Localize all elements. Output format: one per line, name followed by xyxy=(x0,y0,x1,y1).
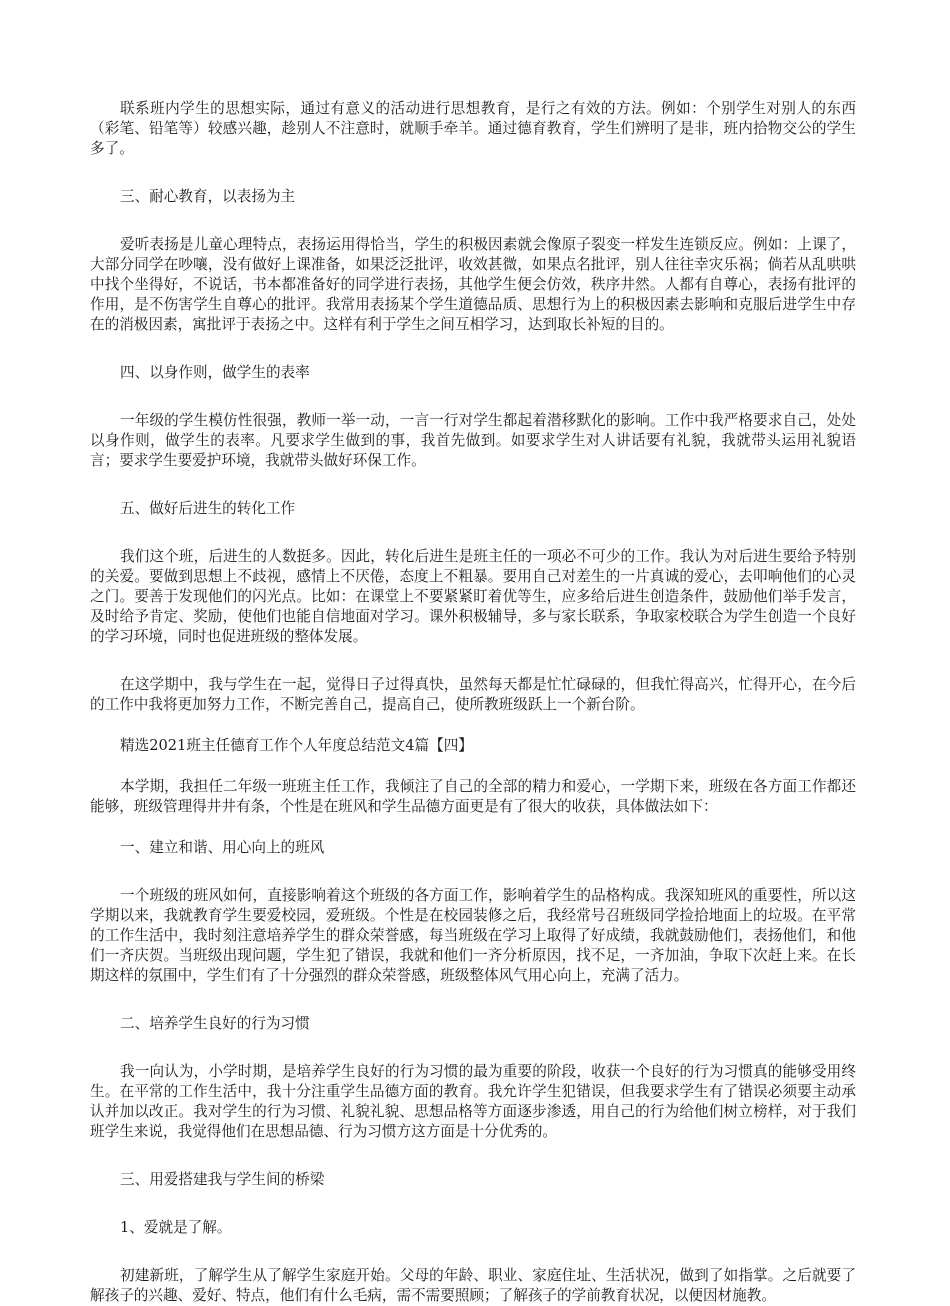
section-heading: 五、做好后进生的转化工作 xyxy=(120,500,296,517)
paragraph: 我们这个班，后进生的人数挺多。因此，转化后进生是班主任的一项必不可少的工作。我认为对后进生要给予特别的关爱。要做到思想上不歧视，感情上不厌倦，态度上不粗暴。要用自己对差生的一片真诚的爱心，去叩响他们的心灵之门。要善于发现他们的闪光点。比如：在课堂上不要紧紧盯着优等生，应多给后进生创造条件，鼓励他们举手发言，及时给予肯定、奖励，使他们也能自信地面对学习。课外积极辅导，多与家长联系，争取家校联合为学生创造一个良好的学习环境，同时也促进班级的整体发展。 xyxy=(90,548,856,645)
paragraph: 一个班级的班风如何，直接影响着这个班级的各方面工作，影响着学生的品格构成。我深知班风的重要性，所以这学期以来，我就教育学生要爱校园，爱班级。个性是在校园装修之后，我经常号召班级同学捡拾地面上的垃圾。在平常的工作生活中，我时刻注意培养学生的群众荣誉感，每当班级在学习上取得了好成绩，我就鼓励他们，表扬他们，和他们一齐庆贺。当班级出现问题，学生犯了错误，我就和他们一齐分析原因，找不足，一齐加油，争取下次赶上来。在长期这样的氛围中，学生们有了十分强烈的群众荣誉感，班级整体风气用心向上，充满了活力。 xyxy=(90,887,856,984)
article-title: 精选2021班主任德育工作个人年度总结范文4篇【四】 xyxy=(120,737,473,754)
section-heading: 三、用爱搭建我与学生间的桥梁 xyxy=(120,1171,325,1188)
paragraph: 本学期，我担任二年级一班班主任工作，我倾注了自己的全部的精力和爱心，一学期下来，班级在各方面工作都还能够，班级管理得井井有条，个性是在班风和学生品德方面更是有了很大的收获，具体做法如下： xyxy=(90,778,856,815)
paragraph: 一年级的学生模仿性很强，教师一举一动，一言一行对学生都起着潜移默化的影响。工作中我严格要求自己，处处以身作则，做学生的表率。凡要求学生做到的事，我首先做到。如要求学生对人讲话要有礼貌，我就带头运用礼貌语言；要求学生要爱护环境，我就带头做好环保工作。 xyxy=(90,412,856,469)
paragraph: 初建新班，了解学生从了解学生家庭开始。父母的年龄、职业、家庭住址、生活状况，做到了如指掌。之后就要了解孩子的兴趣、爱好、特点，他们有什么毛病，需不需要照顾；了解孩子的学前教育状况，以便因材施教。 xyxy=(90,1267,856,1304)
paragraph: 爱听表扬是儿童心理特点，表扬运用得恰当，学生的积极因素就会像原子裂变一样发生连锁反应。例如：上课了，大部分同学在吵嚷，没有做好上课准备，如果泛泛批评，收效甚微，如果点名批评，别人往往幸灾乐祸；倘若从乱哄哄中找个坐得好，不说话，书本都准备好的同学进行表扬，其他学生便会仿效，秩序井然。人都有自尊心，表扬有批评的作用，是不伤害学生自尊心的批评。我常用表扬某个学生道德品质、思想行为上的积极因素去影响和克服后进学生中存在的消极因素，寓批评于表扬之中。这样有利于学生之间互相学习，达到取长补短的目的。 xyxy=(90,236,856,333)
paragraph: 在这学期中，我与学生在一起，觉得日子过得真快，虽然每天都是忙忙碌碌的，但我忙得高兴，忙得开心，在今后的工作中我将更加努力工作，不断完善自己，提高自己，使所教班级跃上一个新台阶。 xyxy=(90,676,856,713)
paragraph: 联系班内学生的思想实际，通过有意义的活动进行思想教育，是行之有效的方法。例如：个别学生对别人的东西（彩笔、铅笔等）较感兴趣，趁别人不注意时，就顺手牵羊。通过德育教育，学生们辨明了是非，班内拾物交公的学生多了。 xyxy=(90,100,856,157)
document-page xyxy=(90,99,856,1306)
section-heading: 一、建立和谐、用心向上的班风 xyxy=(120,839,325,856)
paragraph: 我一向认为，小学时期，是培养学生良好的行为习惯的最为重要的阶段，收获一个良好的行为习惯真的能够受用终生。在平常的工作生活中，我十分注重学生品德方面的教育。我允许学生犯错误，但我要求学生有了错误必须要主动承认并加以改正。我对学生的行为习惯、礼貌礼貌、思想品格等方面逐步渗透，用自己的行为给他们树立榜样，对于我们班学生来说，我觉得他们在思想品德、行为习惯方这方面是十分优秀的。 xyxy=(90,1063,856,1140)
subsection-heading: 1、爱就是了解。 xyxy=(120,1219,232,1236)
section-heading: 二、培养学生良好的行为习惯 xyxy=(120,1015,310,1032)
section-heading: 三、耐心教育，以表扬为主 xyxy=(120,188,296,205)
section-heading: 四、以身作则，做学生的表率 xyxy=(120,364,310,381)
